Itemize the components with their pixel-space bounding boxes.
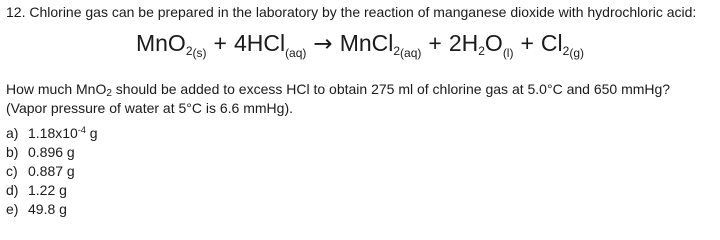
- prompt-line-2: (Vapor pressure of water at 5°C is 6.6 mmHg).: [6, 100, 293, 116]
- product-mncl2: MnCl$_{2(aq)}$: [339, 30, 422, 60]
- answer-options: [6, 124, 98, 219]
- plus-sign: +: [213, 30, 227, 56]
- reactant-hcl: 4HCl$_{(aq)}$: [233, 30, 307, 60]
- prompt-line-1: How much MnO$_2$ should be added to excess HCl to obtain 275 ml of chlorine gas at 5.0°C and 650 mmHg?: [6, 81, 671, 99]
- reactant-mno2: MnO$_{2(s)}$: [135, 30, 207, 60]
- product-cl2: $Cl_{2(g)}$: [540, 30, 585, 60]
- answer-option-e: e) 49.8 g: [6, 201, 67, 217]
- reaction-arrow: →: [313, 31, 333, 57]
- product-h2o: $2H_2O_{(l)}$: [448, 30, 514, 60]
- answer-option-b: b) 0.896 g: [6, 144, 75, 160]
- plus-sign: +: [428, 30, 442, 56]
- question-number: 12.: [6, 4, 26, 20]
- answer-option-a: a) $1.18x10^{-4}$ g: [6, 125, 98, 141]
- chemical-equation: [0, 27, 720, 60]
- question-header: [6, 3, 718, 21]
- question-text: Chlorine gas can be prepared in the laboratory by the reaction of manganese dioxide with hydrochloric acid:: [29, 4, 697, 20]
- plus-sign: +: [520, 30, 534, 56]
- question-prompt: [6, 80, 718, 118]
- answer-option-d: d) 1.22 g: [6, 182, 67, 198]
- answer-option-c: c) 0.887 g: [6, 163, 75, 179]
